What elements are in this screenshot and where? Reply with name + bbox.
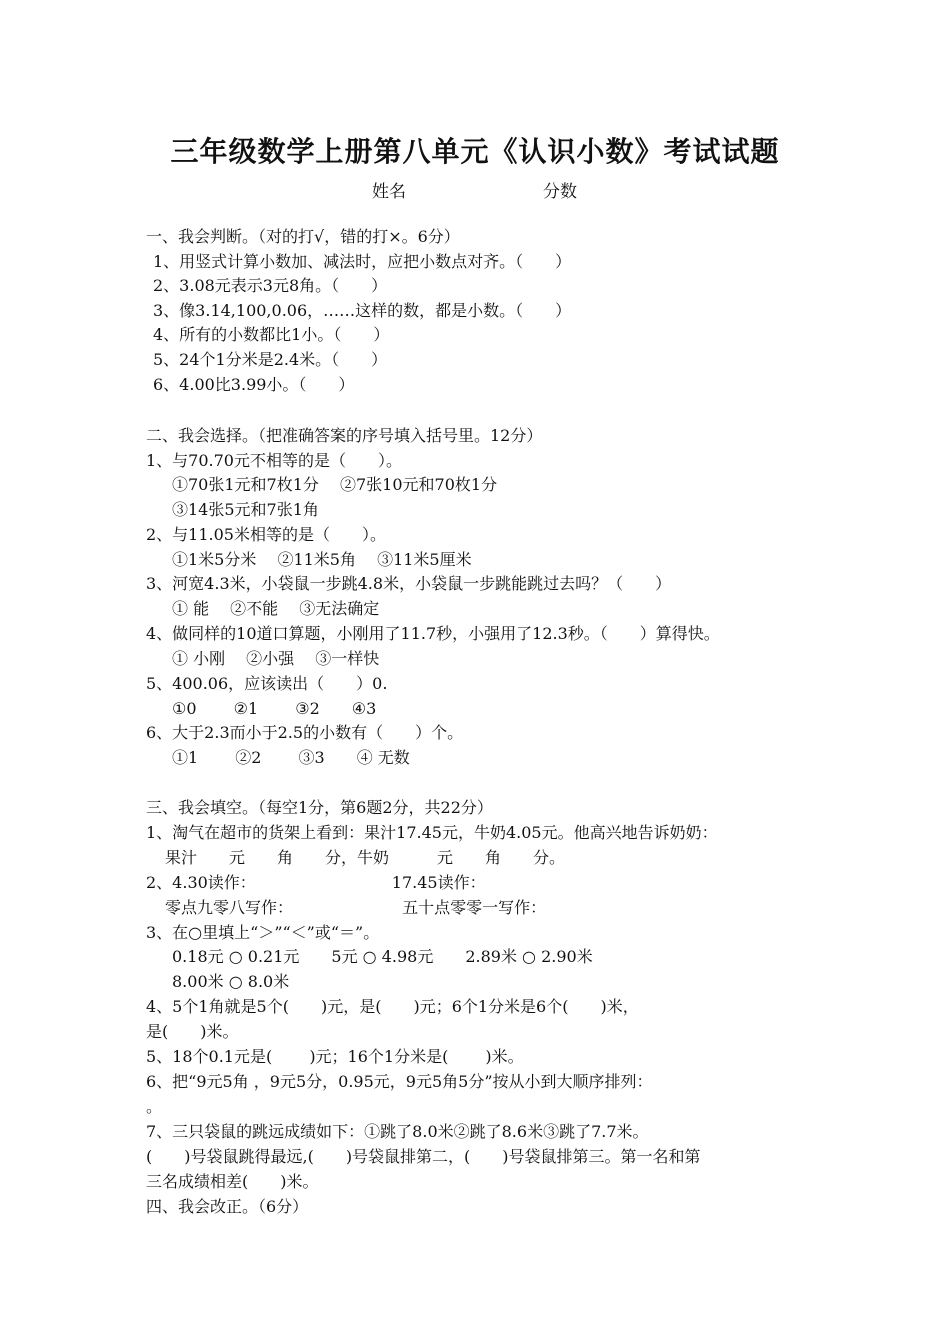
choice-question-6: 6、大于2.3而小于2.5的小数有（ ）个。 [146, 723, 464, 742]
choice-options-6: ①1 ②2 ③3 ④ 无数 [172, 748, 410, 767]
fill-question-1: 1、淘气在超市的货架上看到：果汁17.45元，牛奶4.05元。他高兴地告诉奶奶： [146, 823, 718, 842]
score-label: 分数 [543, 182, 577, 202]
section3-heading: 三、我会填空。（每空1分，第6题2分，共22分） [146, 798, 493, 817]
judge-item-1: 1、用竖式计算小数加、减法时，应把小数点对齐。（ ） [153, 252, 572, 271]
section2-heading: 二、我会选择。（把准确答案的序号填入括号里。12分） [146, 426, 543, 445]
choice-options-4: ① 小刚 ②小强 ③一样快 [172, 649, 380, 668]
fill-question-6: 6、把“9元5角 ，9元5分，0.95元，9元5角5分”按从小到大顺序排列： [146, 1072, 653, 1091]
judge-item-4: 4、所有的小数都比1小。（ ） [153, 325, 390, 344]
choice-question-1: 1、与70.70元不相等的是（ ）。 [146, 451, 402, 470]
fill-question-7-cont: ( )号袋鼠跳得最远,( )号袋鼠排第二，( )号袋鼠排第三。第一名和第 [146, 1147, 701, 1166]
section1-heading: 一、我会判断。（对的打√，错的打×。6分） [146, 227, 460, 246]
choice-question-3: 3、河宽4.3米，小袋鼠一步跳4.8米，小袋鼠一步跳能跳过去吗？（ ） [146, 574, 672, 593]
judge-item-3: 3、像3.14,100,0.06，……这样的数，都是小数。（ ） [153, 301, 572, 320]
judge-item-5: 5、24个1分米是2.4米。（ ） [153, 350, 388, 369]
page-title: 三年级数学上册第八单元《认识小数》考试试题 [170, 135, 780, 168]
choice-options-5: ①0 ②1 ③2 ④3 [172, 699, 377, 718]
fill-question-2b: 零点九零八写作： 五十点零零一写作： [165, 898, 547, 917]
judge-item-2: 2、3.08元表示3元8角。（ ） [153, 276, 388, 295]
fill-blanks-1: 果汁 元 角 分，牛奶 元 角 分。 [165, 848, 566, 867]
choice-options-2: ①1米5分米 ②11米5角 ③11米5厘米 [172, 550, 472, 569]
fill-question-4: 4、5个1角就是5个( )元，是( )元；6个1分米是6个( )米， [146, 997, 639, 1016]
compare-row-2: 8.00米 ○ 8.0米 [172, 972, 290, 991]
choice-question-2: 2、与11.05米相等的是（ ）。 [146, 525, 386, 544]
fill-question-4-cont: 是( )米。 [146, 1022, 239, 1041]
choice-options-1a: ①70张1元和7枚1分 ②7张10元和70枚1分 [172, 475, 498, 494]
choice-options-3: ① 能 ②不能 ③无法确定 [172, 599, 380, 618]
compare-row-1: 0.18元 ○ 0.21元 5元 ○ 4.98元 2.89米 ○ 2.90米 [172, 947, 593, 966]
fill-question-3: 3、在○里填上“＞”“＜”或“＝”。 [146, 923, 380, 942]
choice-question-5: 5、400.06，应该读出（ ）0. [146, 674, 388, 693]
name-label: 姓名 [372, 182, 406, 202]
fill-question-7-cont2: 三名成绩相差( )米。 [146, 1172, 319, 1191]
fill-question-6-cont: 。 [146, 1097, 163, 1116]
judge-item-6: 6、4.00比3.99小。（ ） [153, 375, 355, 394]
choice-options-1b: ③14张5元和7张1角 [172, 500, 319, 519]
fill-question-5: 5、18个0.1元是( )元；16个1分米是( )米。 [146, 1047, 524, 1066]
section4-heading: 四、我会改正。（6分） [146, 1197, 309, 1216]
fill-question-7: 7、三只袋鼠的跳远成绩如下：①跳了8.0米②跳了8.6米③跳了7.7米。 [146, 1122, 649, 1141]
choice-question-4: 4、做同样的10道口算题，小刚用了11.7秒，小强用了12.3秒。（ ）算得快。 [146, 624, 720, 643]
fill-question-2a: 2、4.30读作： 17.45读作： [146, 873, 486, 892]
